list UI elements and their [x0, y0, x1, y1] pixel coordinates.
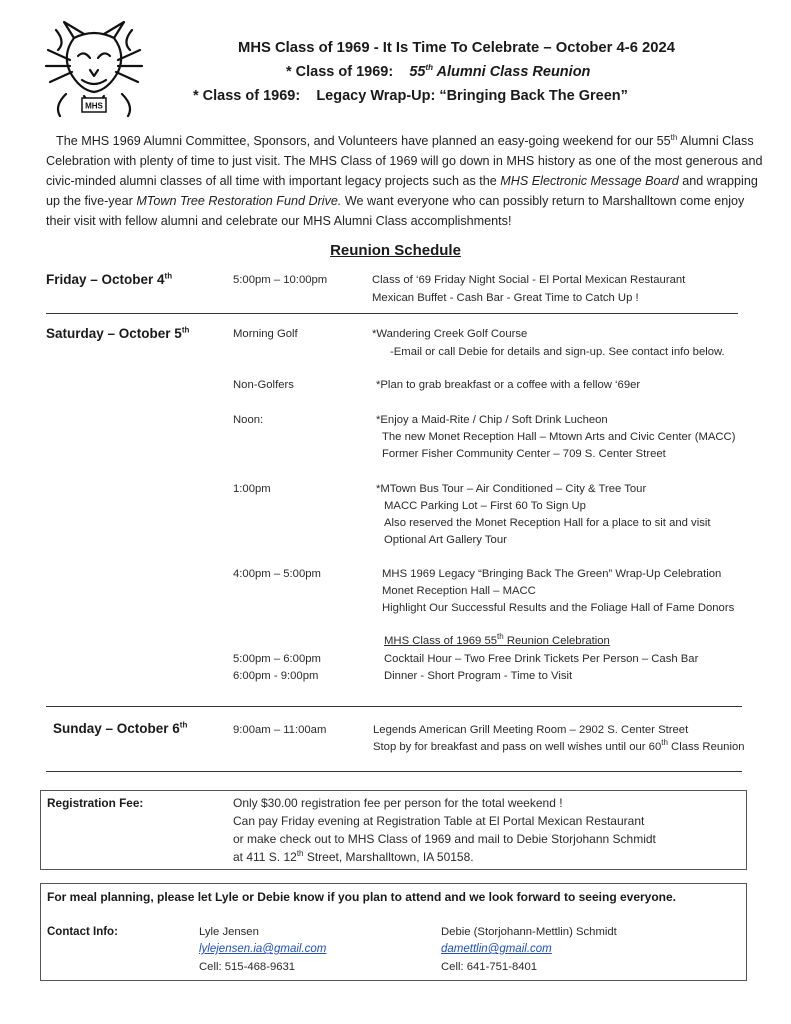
saturday-heading [46, 326, 189, 341]
friday-line-2: Mexican Buffet - Cash Bar - Great Time to Catch Up ! [372, 292, 639, 304]
sunday-time: 9:00am – 11:00am [233, 724, 327, 736]
one-line-2: MACC Parking Lot – First 60 To Sign Up [384, 500, 586, 512]
one-line-4: Optional Art Gallery Tour [384, 534, 507, 546]
divider [46, 313, 738, 314]
intro-text-3: and wrapping up the five-year [46, 174, 758, 208]
registration-line-4b: Street, Marshalltown, IA 50158. [303, 850, 474, 864]
five-time: 5:00pm – 6:00pm [233, 653, 321, 665]
one-line-3: Also reserved the Monet Reception Hall for a place to sit and visit [384, 517, 711, 529]
registration-label: Registration Fee: [47, 796, 144, 810]
sunday-line-2 [373, 738, 745, 753]
intro-sup: th [670, 132, 678, 142]
six-time: 6:00pm - 9:00pm [233, 670, 319, 682]
friday-time: 5:00pm – 10:00pm [233, 274, 328, 286]
contact-label: Contact Info: [47, 926, 118, 938]
intro-text-4: We want everyone who can possibly return to Marshalltown come enjoy their visit with fellow alumni and celebrate our MHS Alumni Class accomplishments! [46, 194, 745, 228]
contact-lyle-email[interactable]: lylejensen.ia@gmail.com [199, 943, 327, 955]
intro-italic-1: MHS Electronic Message Board [500, 174, 679, 188]
divider [46, 771, 742, 772]
header-class-label-2: * Class of 1969: [193, 88, 301, 104]
logo-badge-text: MHS [85, 101, 103, 111]
noon-line-1: *Enjoy a Maid-Rite / Chip / Soft Drink Lucheon [376, 414, 608, 426]
sunday-line-1: Legends American Grill Meeting Room – 2902 S. Center Street [373, 724, 689, 736]
four-line-2: Monet Reception Hall – MACC [382, 585, 536, 597]
header-line-3 [193, 88, 628, 104]
header-line-2 [286, 64, 590, 80]
wildcat-mascot-logo [44, 20, 144, 120]
friday-sup: th [164, 271, 173, 281]
reunion-celebration-heading [384, 632, 610, 647]
sunday-line-2a: Stop by for breakfast and pass on well wishes until our 60 [373, 741, 662, 753]
friday-heading [46, 272, 172, 287]
registration-sup: th [296, 849, 304, 858]
saturday-label: Saturday – October 5 [46, 326, 182, 341]
nongolf-line-1: *Plan to grab breakfast or a coffee with a fellow ‘69er [376, 379, 641, 391]
noon-line-3: Former Fisher Community Center – 709 S. Center Street [382, 448, 666, 460]
intro-text-1: The MHS 1969 Alumni Committee, Sponsors, and Volunteers have planned an easy-going weekend for our 55 [56, 134, 671, 148]
sunday-sup: th [179, 720, 188, 730]
golf-time: Morning Golf [233, 328, 298, 340]
contact-debie-email[interactable]: damettlin@gmail.com [441, 943, 552, 955]
friday-line-1: Class of ‘69 Friday Night Social - El Portal Mexican Restaurant [372, 274, 686, 286]
registration-line-4a: at 411 S. 12 [233, 850, 297, 864]
nongolf-time: Non-Golfers [233, 379, 294, 391]
one-time: 1:00pm [233, 483, 271, 495]
noon-time: Noon: [233, 414, 264, 426]
registration-line-1: Only $30.00 registration fee per person for the total weekend ! [233, 796, 563, 810]
header-title: MHS Class of 1969 - It Is Time To Celebrate – October 4-6 2024 [238, 40, 675, 56]
header-55: 55 [409, 64, 426, 80]
header-reunion: Alumni Class Reunion [436, 64, 591, 80]
registration-line-4 [233, 850, 474, 864]
saturday-sup: th [181, 325, 190, 335]
intro-paragraph [46, 131, 768, 231]
intro-italic-2: MTown Tree Restoration Fund Drive. [136, 194, 342, 208]
six-line-1: Dinner - Short Program - Time to Visit [384, 670, 573, 682]
header-sup: th [425, 63, 434, 73]
four-time: 4:00pm – 5:00pm [233, 568, 321, 580]
reunion-rest-text: Reunion Celebration [503, 635, 610, 647]
five-line-1: Cocktail Hour – Two Free Drink Tickets Per Person – Cash Bar [384, 653, 699, 665]
reunion-sup: th [497, 632, 504, 642]
sunday-line-2b: Class Reunion [667, 741, 745, 753]
sunday-sup-2: th [661, 738, 668, 748]
contact-lyle-cell: Cell: 515-468-9631 [199, 961, 296, 973]
golf-line-2: -Email or call Debie for details and sign-up. See contact info below. [390, 346, 725, 358]
sunday-label: Sunday – October 6 [53, 721, 180, 736]
registration-line-2: Can pay Friday evening at Registration Table at El Portal Mexican Restaurant [233, 814, 645, 828]
divider [46, 706, 742, 707]
registration-line-3: or make check out to MHS Class of 1969 and mail to Debie Storjohann Schmidt [233, 832, 656, 846]
intro-text-2: Alumni Class Celebration with plenty of time to just visit. The MHS Class of 1969 will go down in MHS history as one of the most generous and civic-minded alumni classes of all time with important legacy projects such as the [46, 134, 763, 188]
meal-planning-note: For meal planning, please let Lyle or Debie know if you plan to attend and we look forward to seeing everyone. [47, 890, 677, 904]
header-line-1 [238, 40, 675, 56]
header-class-label: * Class of 1969: [286, 64, 394, 80]
header-legacy: Legacy Wrap-Up: “Bringing Back The Green” [316, 88, 628, 104]
sunday-heading [53, 721, 187, 736]
golf-line-1: *Wandering Creek Golf Course [372, 328, 528, 340]
schedule-title: Reunion Schedule [330, 242, 461, 259]
one-line-1: *MTown Bus Tour – Air Conditioned – City & Tree Tour [376, 483, 647, 495]
noon-line-2: The new Monet Reception Hall – Mtown Arts and Civic Center (MACC) [382, 431, 736, 443]
contact-debie-name: Debie (Storjohann-Mettlin) Schmidt [441, 926, 617, 938]
reunion-head-text: MHS Class of 1969 55 [384, 635, 498, 647]
contact-debie-cell: Cell: 641-751-8401 [441, 961, 538, 973]
friday-label: Friday – October 4 [46, 272, 165, 287]
four-line-3: Highlight Our Successful Results and the Foliage Hall of Fame Donors [382, 602, 735, 614]
contact-lyle-name: Lyle Jensen [199, 926, 259, 938]
four-line-1: MHS 1969 Legacy “Bringing Back The Green” Wrap-Up Celebration [382, 568, 722, 580]
